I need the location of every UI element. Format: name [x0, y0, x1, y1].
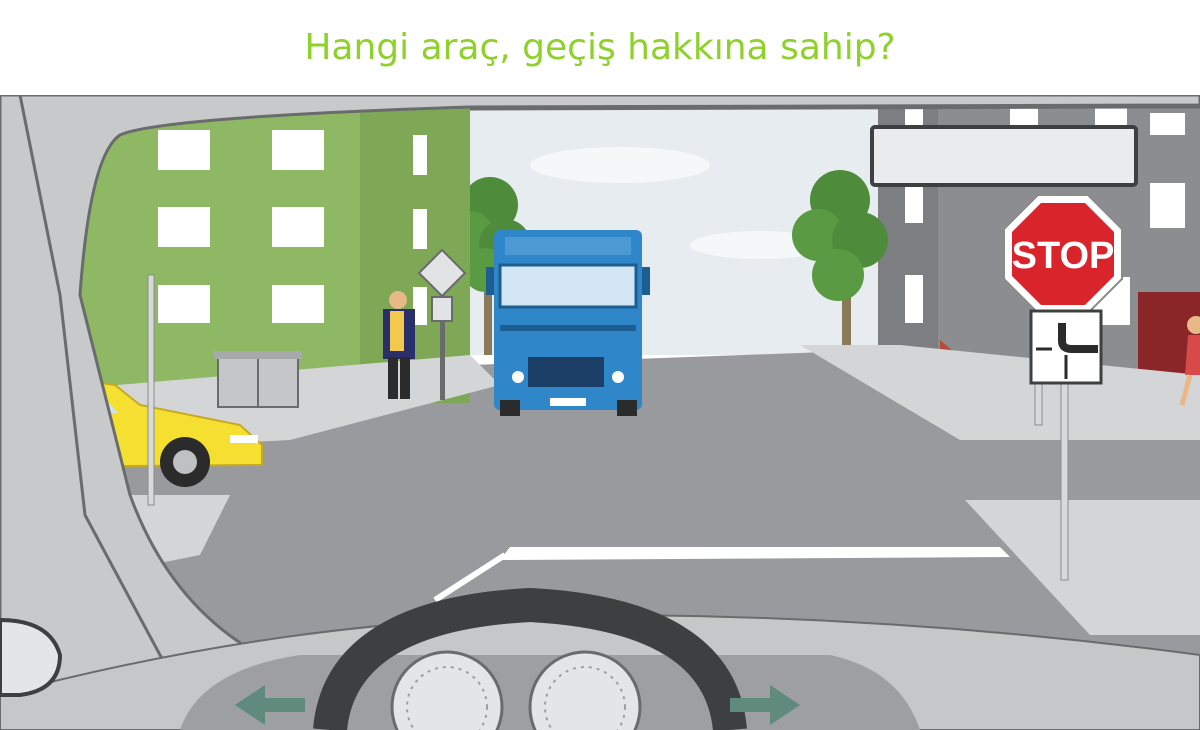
- stop-sign-text: STOP: [1011, 235, 1115, 277]
- intersection-scene: [0, 95, 1200, 730]
- question-text: Hangi araç, geçiş hakkına sahip?: [304, 27, 896, 68]
- blank-sign-board: [872, 127, 1136, 185]
- junction-plate: [1031, 311, 1101, 383]
- trash-bins: [214, 351, 302, 407]
- blue-truck: [486, 230, 650, 416]
- left-pole: [148, 275, 154, 505]
